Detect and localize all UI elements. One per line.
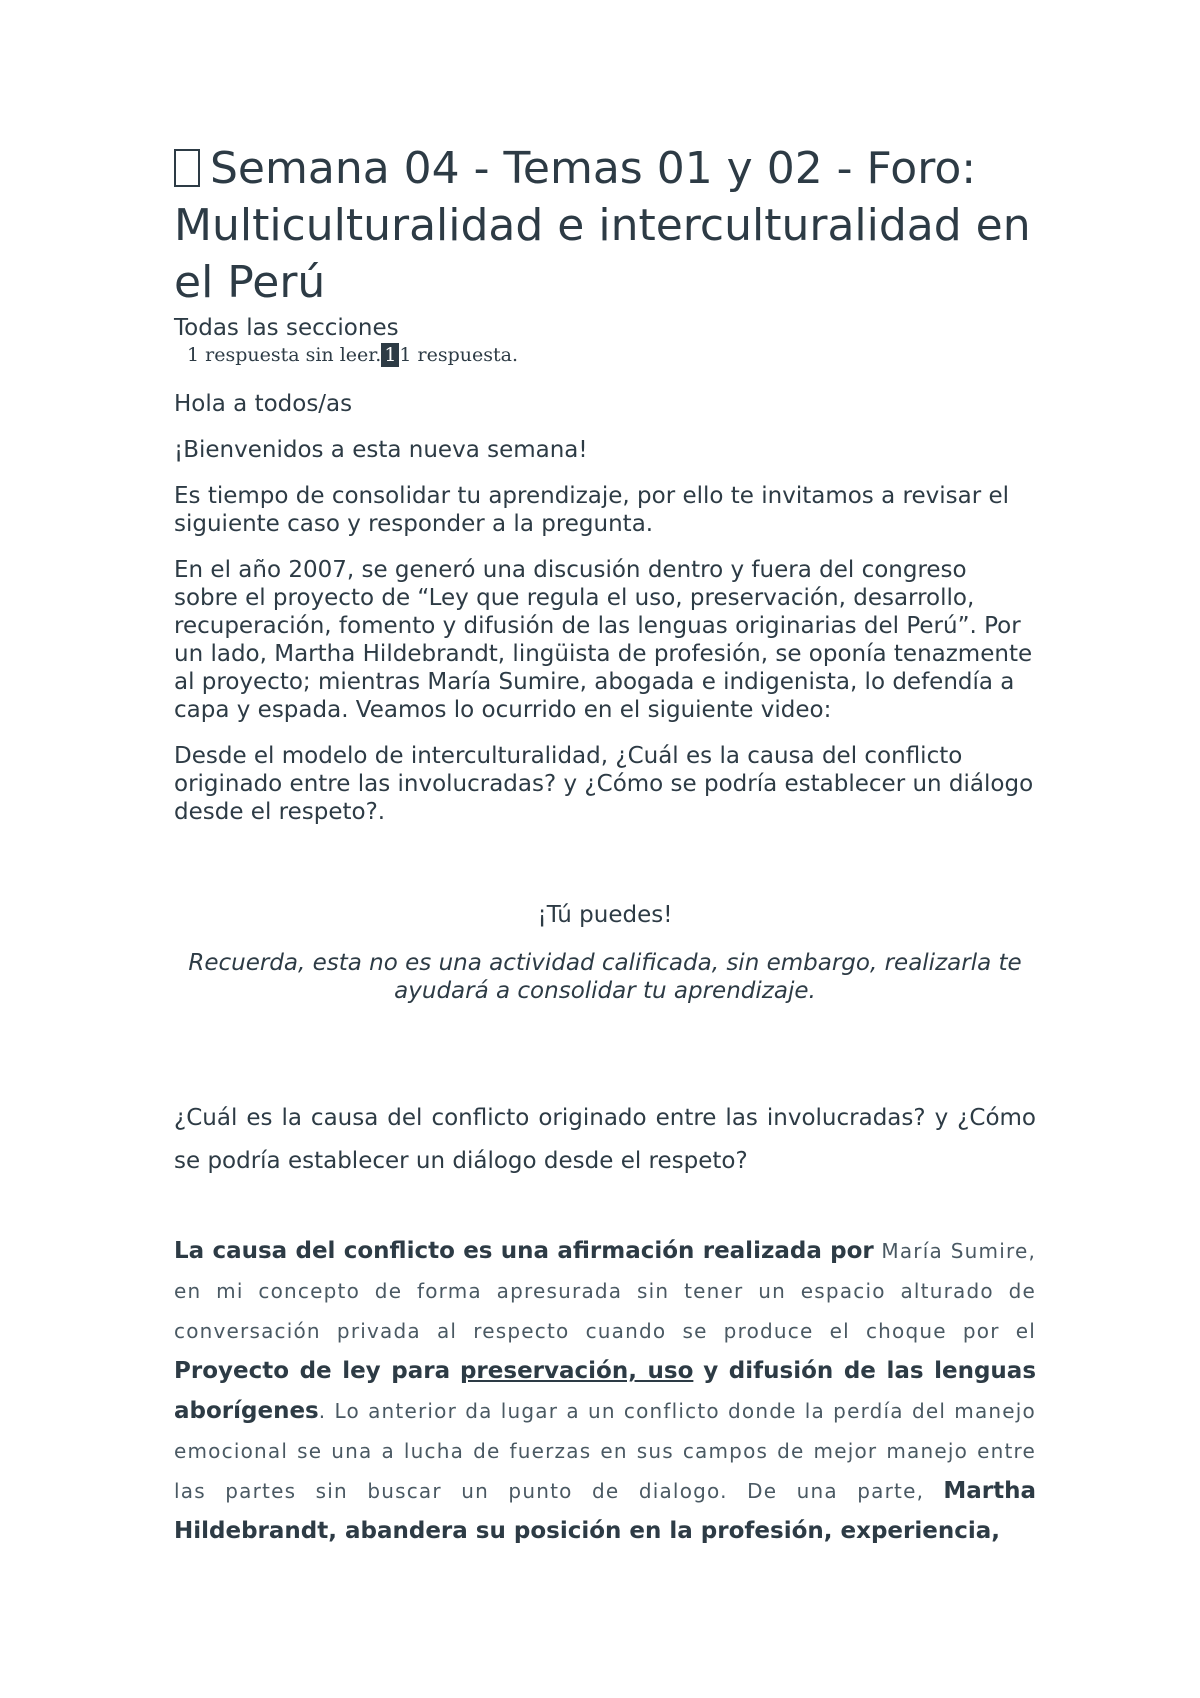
- prompt-paragraph: Desde el modelo de interculturalidad, ¿Cuál es la causa del conflicto originado entre las involucradas? y ¿Cómo se podría establecer un diálogo desde el respeto?.: [174, 743, 1034, 825]
- unread-replies: 1 respuesta sin leer.: [187, 344, 382, 366]
- answer-part-5: y difusión de las lenguas: [703, 1358, 1037, 1384]
- response-answer: [174, 1231, 1036, 1551]
- document-page: [174, 140, 1036, 1574]
- reply-summary: [187, 342, 1036, 368]
- missing-glyph-icon: [174, 149, 200, 187]
- case-paragraph: En el año 2007, se generó una discusión dentro y fuera del congreso sobre el proyecto de “Ley que regula el uso, preservación, desarrollo, recuperación, fomento y difusión de las lenguas originarias del Perú”. Por un lado, Martha Hildebrandt, lingüista de profesión, se oponía tenazmente al proyecto; mientras María Sumire, abogada e indigenista, lo defendía a capa y espada. Veamos lo ocurrido en el siguiente video:: [174, 557, 1033, 723]
- response-question: ¿Cuál es la causa del conflicto originado entre las involucradas? y ¿Cómo se podría establecer un diálogo desde el respeto?: [174, 1105, 1036, 1174]
- answer-part-7: . Lo anterior da lugar a un conflicto donde la perdía del manejo emocional se una a lucha de fuerzas en sus campos de mejor manejo entre las partes sin buscar un punto de dialogo. De una parte,: [174, 1399, 1036, 1503]
- answer-part-6: aborígenes: [174, 1398, 319, 1424]
- unread-badge: 1: [381, 343, 399, 367]
- reply-count: 1 respuesta.: [399, 344, 519, 366]
- page-title-text: Semana 04 - Temas 01 y 02 - Foro: Multiculturalidad e interculturalidad en el Perú: [174, 143, 1031, 308]
- greeting: Hola a todos/as: [174, 391, 353, 417]
- answer-part-1: La causa del conflicto es una afirmación realizada por: [174, 1238, 874, 1264]
- welcome-text: ¡Bienvenidos a esta nueva semana!: [174, 437, 588, 463]
- answer-part-4: preservación, uso: [459, 1358, 694, 1384]
- reminder-text: Recuerda, esta no es una actividad calificada, sin embargo, realizarla te ayudará a consolidar tu aprendizaje.: [188, 950, 1022, 1004]
- sections-label[interactable]: Todas las secciones: [174, 315, 399, 341]
- answer-part-3: Proyecto de ley para: [174, 1358, 451, 1384]
- answer-part-8: Martha Hildebrandt, abandera su posición en la profesión, experiencia,: [174, 1478, 1037, 1544]
- page-title: [174, 140, 1036, 311]
- answer-part-2: María Sumire, en mi concepto de forma apresurada sin tener un espacio alturado de conversación privada al respecto cuando se produce el choque por el: [174, 1239, 1037, 1343]
- cheer-text: ¡Tú puedes!: [537, 902, 673, 928]
- intro-paragraph: Es tiempo de consolidar tu aprendizaje, por ello te invitamos a revisar el siguiente caso y responder a la pregunta.: [174, 483, 1009, 537]
